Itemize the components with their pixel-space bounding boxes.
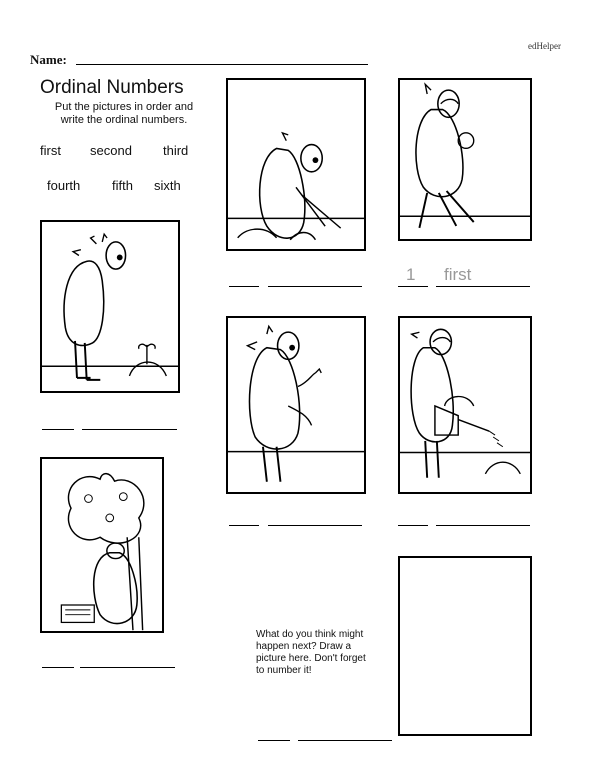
word-blank-6[interactable] (436, 525, 530, 526)
word-blank-4[interactable] (268, 525, 362, 526)
draw-prompt-line-4: to number it! (256, 665, 312, 676)
word-bank-second: second (90, 143, 132, 158)
draw-prompt-line-1: What do you think might (256, 629, 364, 640)
drawing-box[interactable] (398, 556, 532, 736)
word-blank-7[interactable] (298, 740, 392, 741)
word-blank-1[interactable] (82, 429, 177, 430)
picture-eating-apple (398, 78, 532, 241)
picture-planting-seed (226, 78, 366, 251)
monster-holding-seed-illustration (228, 318, 364, 492)
number-blank-1[interactable] (42, 429, 74, 430)
picture-watering-plant (398, 316, 532, 494)
picture-reading-under-tree (40, 457, 164, 633)
draw-prompt-line-2: happen next? Draw a (256, 641, 352, 652)
number-blank-6[interactable] (398, 525, 428, 526)
word-bank-sixth: sixth (154, 178, 181, 193)
word-bank-third: third (163, 143, 189, 158)
example-word-answer: first (444, 265, 472, 284)
monster-looking-at-sprout-illustration (42, 222, 178, 391)
instructions (30, 101, 218, 127)
picture-holding-seed (226, 316, 366, 494)
instructions-line-2: write the ordinal numbers. (60, 114, 188, 126)
number-blank-4[interactable] (229, 525, 259, 526)
number-blank-2[interactable] (42, 667, 74, 668)
brand-label: edHelper (528, 41, 561, 51)
word-blank-5[interactable] (436, 286, 530, 287)
monster-reading-under-tree-illustration (42, 459, 162, 631)
word-bank-first: first (40, 143, 61, 158)
page-title: Ordinal Numbers (40, 77, 184, 98)
instructions-line-1: Put the pictures in order and (54, 101, 194, 113)
name-line[interactable] (76, 64, 368, 65)
draw-prompt-line-3: picture here. Don't forget (256, 653, 366, 664)
number-blank-7[interactable] (258, 740, 290, 741)
number-blank-5[interactable] (398, 286, 428, 287)
word-bank-fourth: fourth (47, 178, 81, 193)
word-blank-2[interactable] (80, 667, 175, 668)
monster-planting-seed-illustration (228, 80, 364, 249)
word-bank-fifth: fifth (112, 178, 133, 193)
draw-prompt (256, 629, 391, 677)
monster-watering-plant-illustration (400, 318, 530, 492)
example-number-answer: 1 (406, 265, 416, 284)
number-blank-3[interactable] (229, 286, 259, 287)
name-label: Name: (30, 52, 67, 67)
word-blank-3[interactable] (268, 286, 362, 287)
monster-eating-apple-illustration (400, 80, 530, 239)
picture-looking-at-sprout (40, 220, 180, 393)
